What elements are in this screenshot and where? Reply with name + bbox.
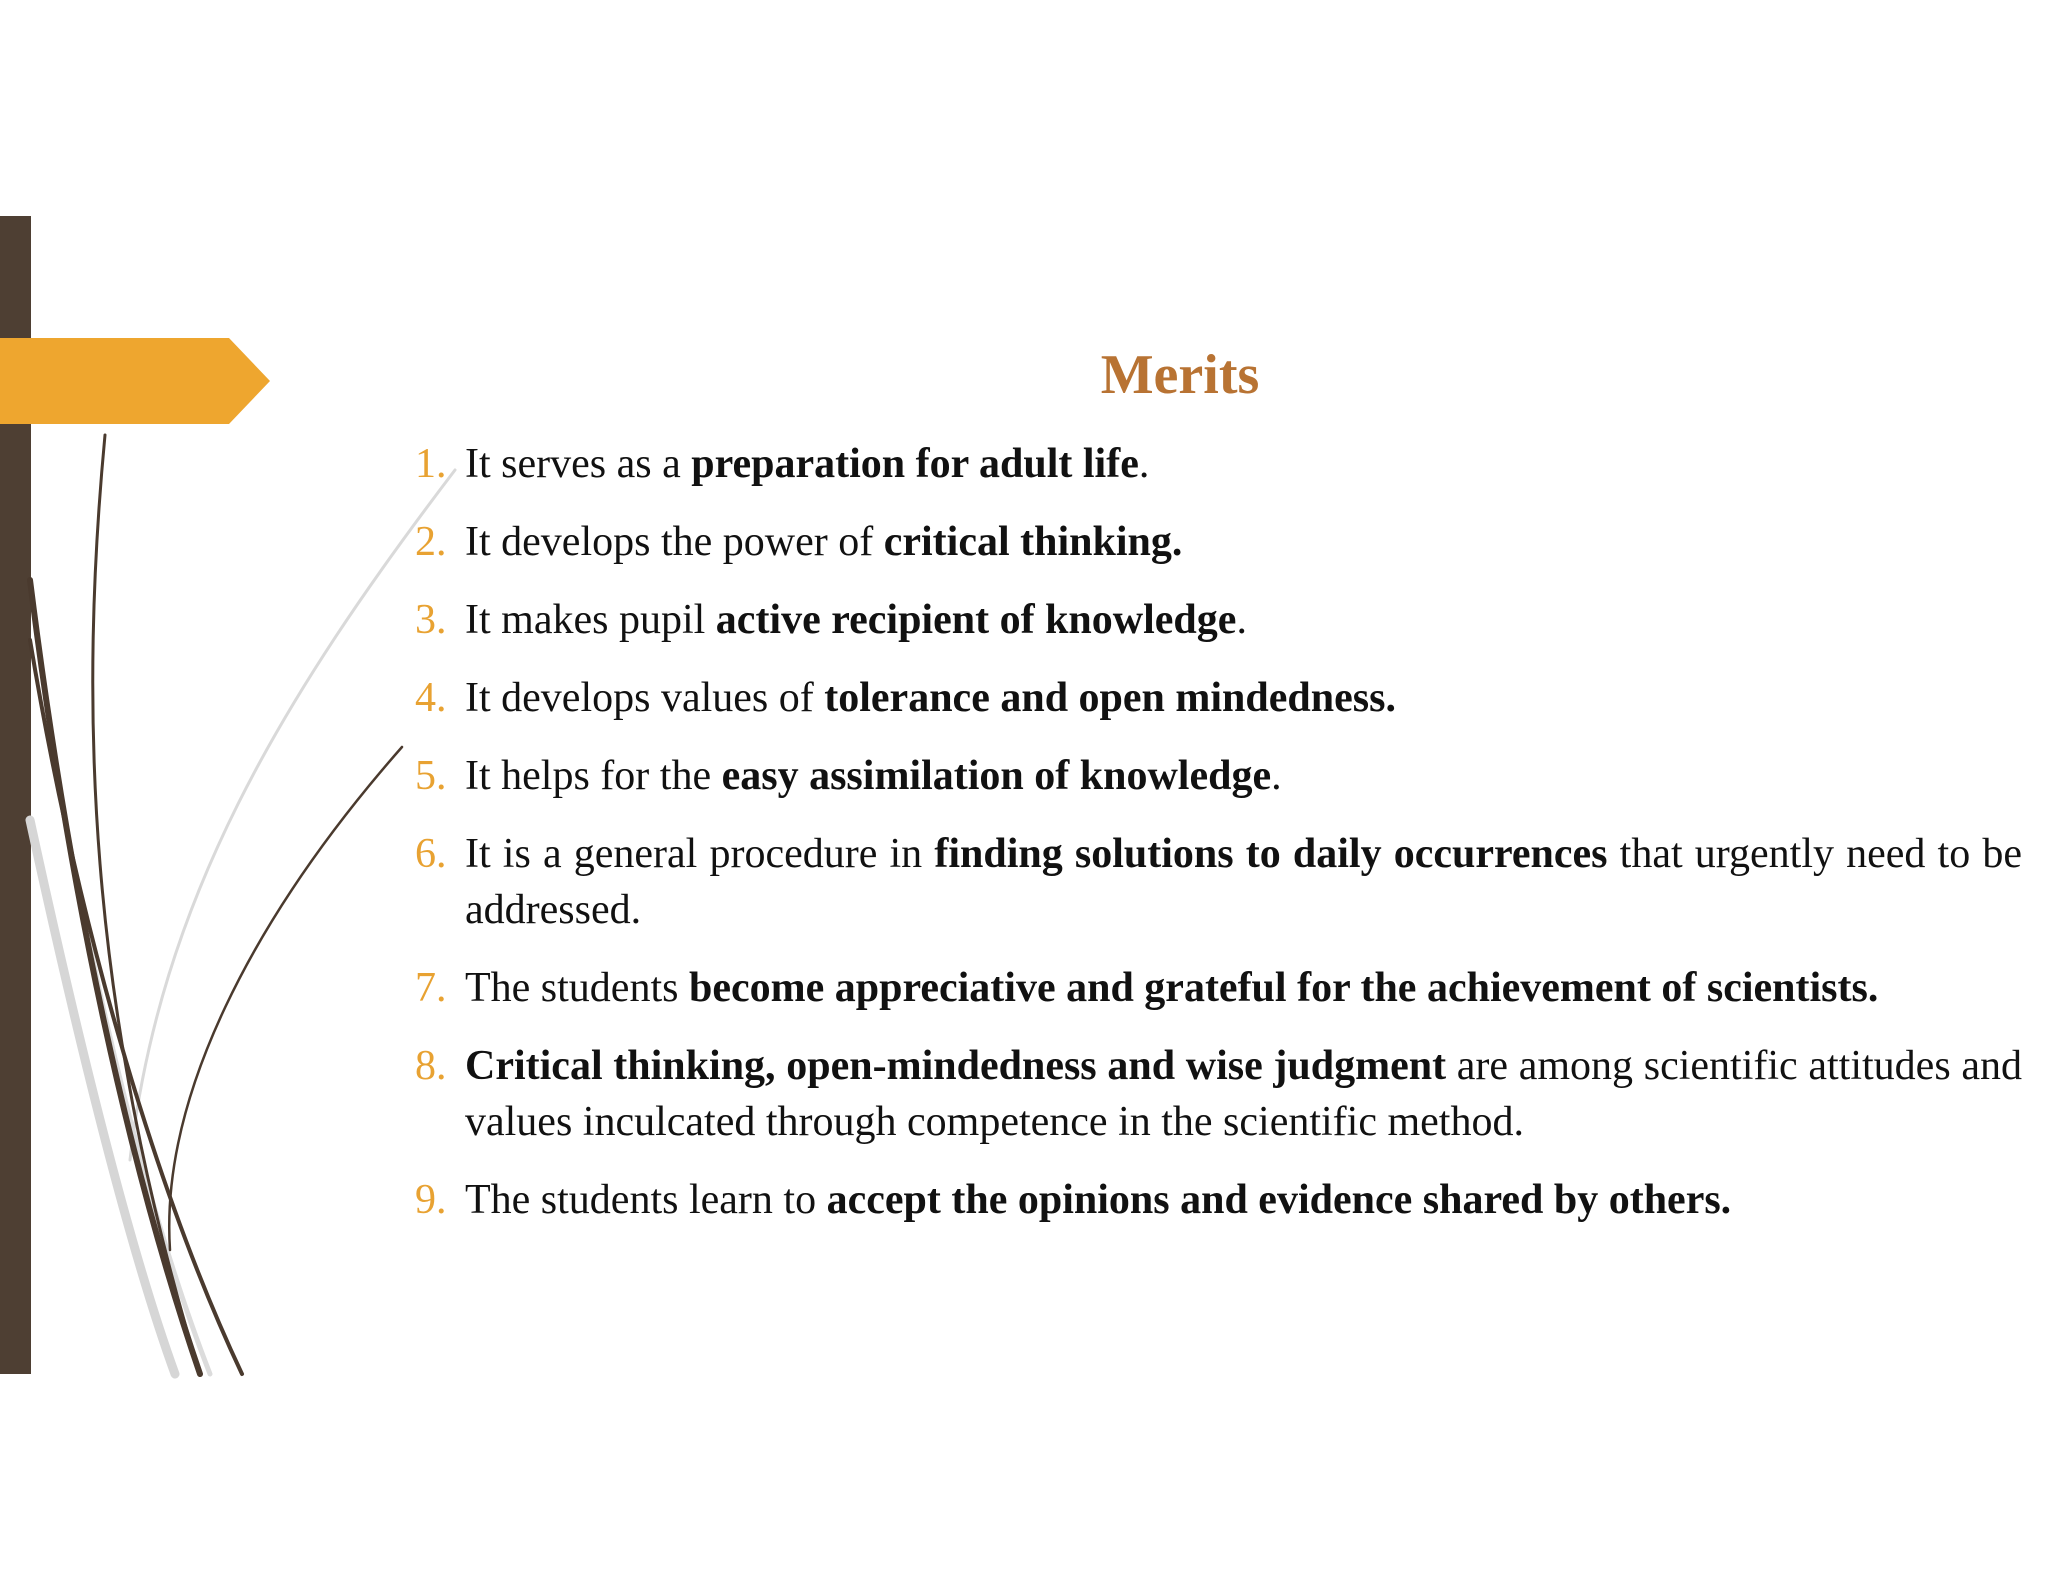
list-number: 8. [415, 1043, 447, 1089]
list-item [415, 1172, 2022, 1228]
orange-arrow-tab [0, 338, 270, 424]
list-text: The students learn to accept the opinions and evidence shared by others. [465, 1177, 1732, 1223]
list-number: 5. [415, 753, 447, 799]
slide-title: Merits [1100, 344, 1260, 406]
merits-list [415, 436, 2022, 1250]
swoosh-dark-1 [30, 580, 200, 1374]
emphasis: tolerance and open mindedness. [824, 675, 1396, 721]
emphasis: finding solutions to daily occurrences [934, 831, 1608, 877]
emphasis: Critical thinking, open-mindedness and wise judgment [465, 1043, 1447, 1089]
emphasis: active recipient of knowledge [715, 597, 1237, 643]
swoosh-light-3 [55, 760, 210, 1374]
emphasis: critical thinking. [883, 519, 1183, 565]
list-text: It serves as a preparation for adult life. [465, 441, 1150, 487]
list-text: It makes pupil active recipient of knowledge. [465, 597, 1247, 643]
list-number: 6. [415, 831, 447, 877]
list-text: Critical thinking, open-mindedness and wise judgment are among scientific attitudes and values inculcated through competence in the scientific method. [465, 1043, 2022, 1145]
list-text: It is a general procedure in finding solutions to daily occurrences that urgently need to be addressed. [465, 831, 2023, 933]
list-number: 1. [415, 441, 447, 487]
swoosh-lines [30, 435, 455, 1374]
swoosh-dark-3 [169, 747, 402, 1250]
list-item [415, 960, 2022, 1016]
emphasis: preparation for adult life [691, 441, 1139, 487]
emphasis: accept the opinions and evidence shared by others. [826, 1177, 1732, 1223]
swoosh-light-2 [130, 470, 455, 1160]
list-number: 9. [415, 1177, 447, 1223]
list-item [415, 592, 2022, 648]
list-item [415, 748, 2022, 804]
emphasis: easy assimilation of knowledge [721, 753, 1272, 799]
list-number: 7. [415, 965, 447, 1011]
list-text: It helps for the easy assimilation of knowledge. [465, 753, 1282, 799]
list-text: It develops the power of critical thinking. [465, 519, 1183, 565]
list-item [415, 436, 2022, 492]
list-text: It develops values of tolerance and open mindedness. [465, 675, 1396, 721]
list-text: The students become appreciative and grateful for the achievement of scientists. [465, 965, 1879, 1011]
emphasis: become appreciative and grateful for the achievement of scientists. [688, 965, 1879, 1011]
list-number: 3. [415, 597, 447, 643]
list-item [415, 514, 2022, 570]
list-item [415, 826, 2022, 938]
list-number: 2. [415, 519, 447, 565]
list-item [415, 1038, 2022, 1150]
list-item [415, 670, 2022, 726]
list-number: 4. [415, 675, 447, 721]
